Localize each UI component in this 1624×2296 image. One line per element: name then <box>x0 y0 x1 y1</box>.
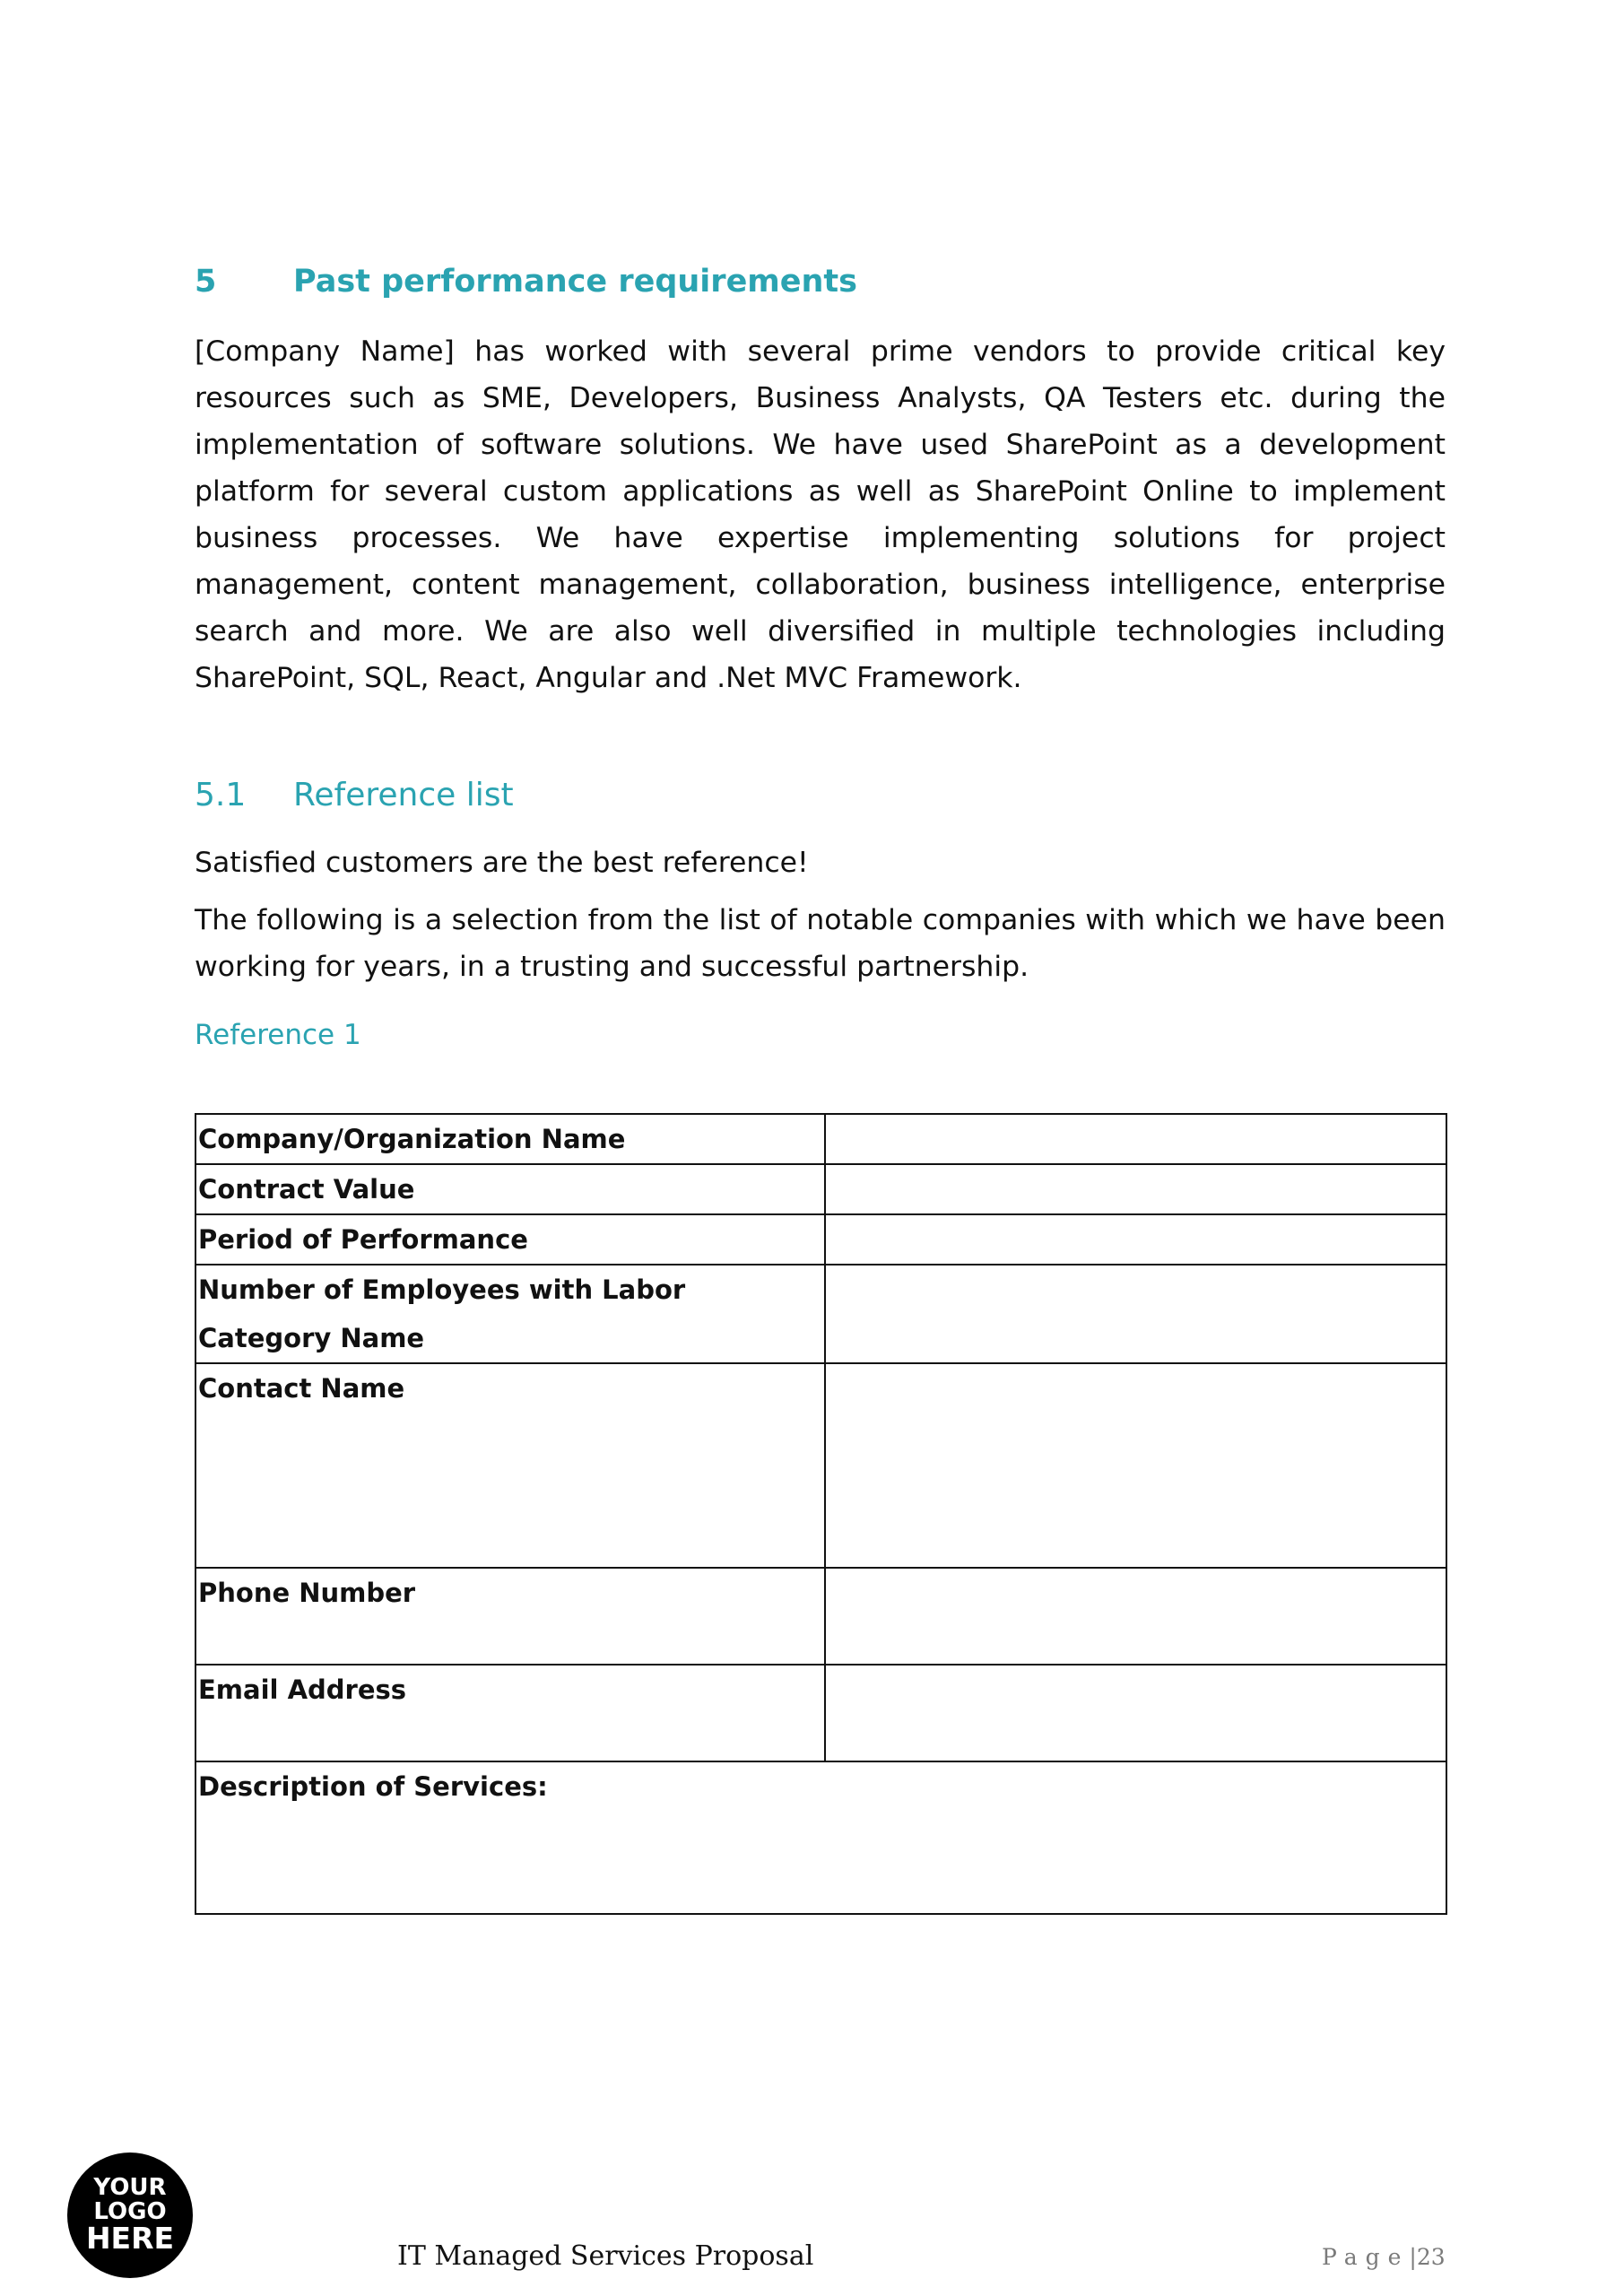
row-label: Phone Number <box>195 1568 825 1665</box>
section-title: Past performance requirements <box>293 264 857 300</box>
section-body-paragraph: [Company Name] has worked with several prime vendors to provide critical key resources such as SME, Developers, Business Analysts, QA Testers etc. during the implementation of software solutions. We have used SharePoint as a development platform for several custom applications as well as SharePoint Online to implement business processes. We have expertise implementing solutions for project management, content management, collaboration, business intelligence, enterprise search and more. We are also well diversified in multiple technologies including SharePoint, SQL, React, Angular and .Net MVC Framework. <box>195 335 1446 694</box>
table-row <box>195 1761 1446 1914</box>
table-row <box>195 1665 1446 1761</box>
footer-document-title: IT Managed Services Proposal <box>397 2240 814 2272</box>
row-value-cell[interactable] <box>825 1665 1446 1761</box>
logo <box>67 2152 193 2278</box>
row-value-cell[interactable] <box>825 1114 1446 1164</box>
subsection-tagline: Satisfied customers are the best reference! <box>195 847 809 879</box>
row-label: Company/Organization Name <box>195 1114 825 1164</box>
footer-page-number <box>1322 2244 1446 2270</box>
row-value-cell[interactable] <box>825 1164 1446 1214</box>
page-separator: | <box>1409 2244 1417 2270</box>
table-row <box>195 1214 1446 1265</box>
page-word: Page <box>1322 2244 1410 2270</box>
row-label: Contact Name <box>195 1363 825 1568</box>
table-row <box>195 1114 1446 1164</box>
page-number: 23 <box>1416 2244 1446 2270</box>
row-value-cell[interactable] <box>825 1363 1446 1568</box>
row-label: Period of Performance <box>195 1214 825 1265</box>
reference-label: Reference 1 <box>195 1019 361 1051</box>
row-label: Number of Employees with Labor Category Name <box>195 1265 825 1363</box>
row-value-cell[interactable] <box>825 1568 1446 1665</box>
row-label: Contract Value <box>195 1164 825 1214</box>
logo-text-line3: HERE <box>85 2221 175 2256</box>
row-value-cell[interactable] <box>825 1214 1446 1265</box>
logo-text-line2: LOGO <box>93 2198 167 2225</box>
description-of-services-cell[interactable]: Description of Services: <box>195 1761 1446 1914</box>
subsection-heading <box>195 777 514 813</box>
row-label: Email Address <box>195 1665 825 1761</box>
subsection-body-paragraph: The following is a selection from the list of notable companies with which we have been working for years, in a trusting and successful partnership. <box>195 904 1446 983</box>
subsection-title: Reference list <box>293 777 514 813</box>
table-row <box>195 1164 1446 1214</box>
table-row <box>195 1568 1446 1665</box>
subsection-number: 5.1 <box>195 777 247 813</box>
row-value-cell[interactable] <box>825 1265 1446 1363</box>
table-row <box>195 1265 1446 1363</box>
reference-table <box>195 1113 1447 1915</box>
logo-text-line1: YOUR <box>93 2174 167 2201</box>
section-number: 5 <box>195 264 217 300</box>
section-heading <box>195 264 857 300</box>
table-row <box>195 1363 1446 1568</box>
